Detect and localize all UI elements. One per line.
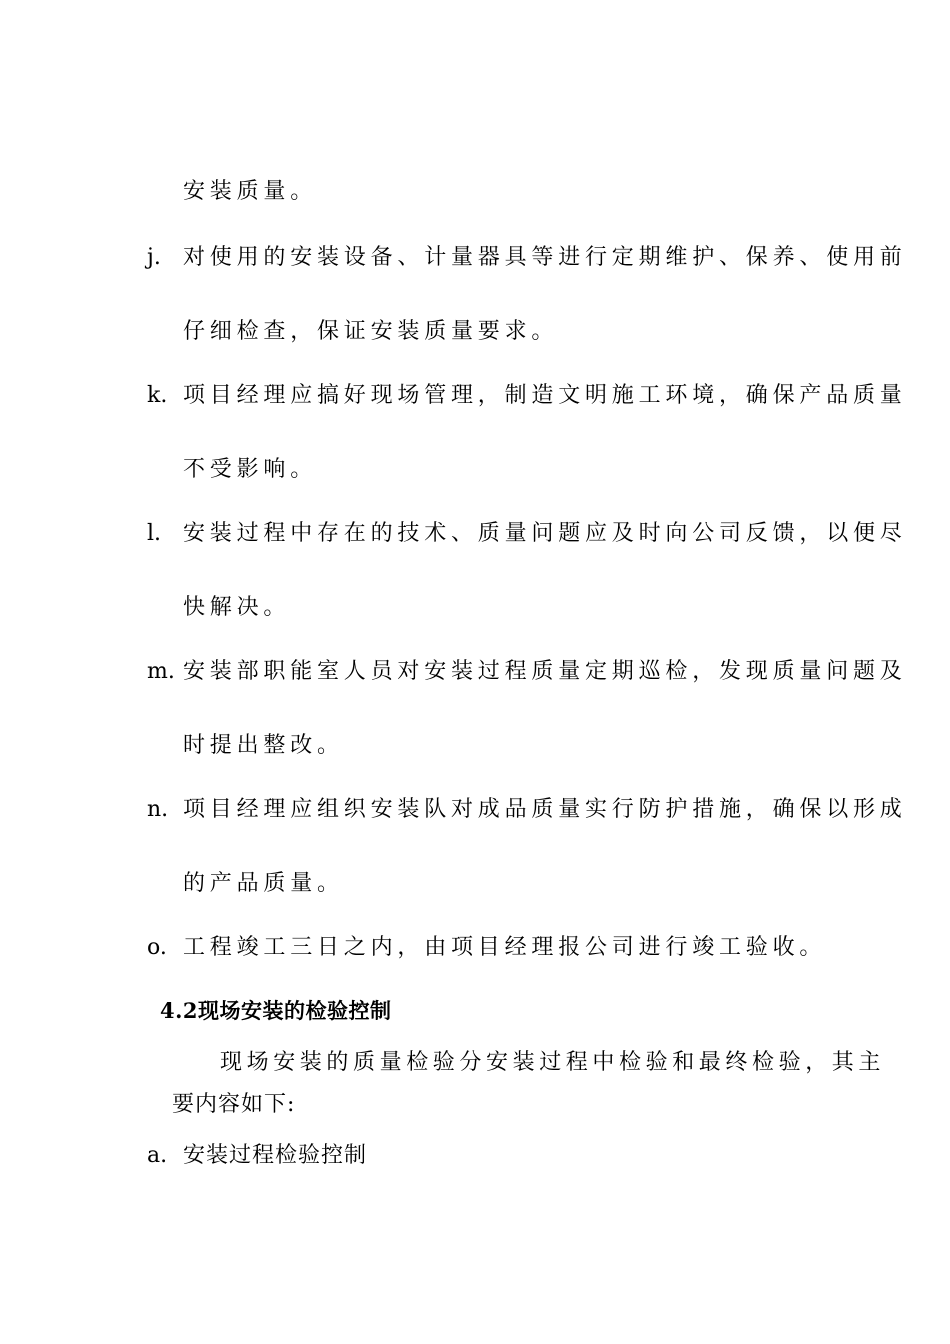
list-item-marker: n. [147, 797, 169, 822]
list-item-marker: l. [147, 521, 162, 546]
section-heading: 4.2现场安装的检验控制 [160, 998, 392, 1023]
list-item-marker: o. [147, 935, 167, 960]
list-item-text: 时提出整改。 [183, 733, 344, 758]
list-item-marker: k. [147, 383, 168, 408]
list-item-text: 仔细检查，保证安装质量要求。 [183, 319, 559, 344]
list-item-text: 项目经理应组织安装队对成品质量实行防护措施，确保以形成 [183, 797, 907, 822]
sub-item-text: 安装过程检验控制 [183, 1143, 368, 1168]
list-item-text: 工程竣工三日之内，由项目经理报公司进行竣工验收。 [183, 935, 827, 960]
list-item-text: 项目经理应搞好现场管理，制造文明施工环境，确保产品质量 [183, 383, 907, 408]
sub-item-marker: a. [147, 1143, 168, 1168]
list-item-text: 的产品质量。 [183, 871, 344, 896]
paragraph-line: 要内容如下: [172, 1092, 296, 1117]
list-item-text: 不受影响。 [183, 457, 318, 482]
list-item-marker: m. [147, 659, 175, 684]
list-item-marker: j. [147, 245, 161, 270]
list-item-text: 对使用的安装设备、计量器具等进行定期维护、保养、使用前 [183, 245, 907, 270]
paragraph-line: 现场安装的质量检验分安装过程中检验和最终检验，其主 [220, 1050, 886, 1075]
list-item-text: 安装质量。 [183, 179, 318, 204]
list-item-text: 安装过程中存在的技术、质量问题应及时向公司反馈，以便尽 [183, 521, 907, 546]
list-item-text: 安装部职能室人员对安装过程质量定期巡检，发现质量问题及 [183, 659, 907, 684]
list-item-text: 快解决。 [183, 595, 291, 620]
